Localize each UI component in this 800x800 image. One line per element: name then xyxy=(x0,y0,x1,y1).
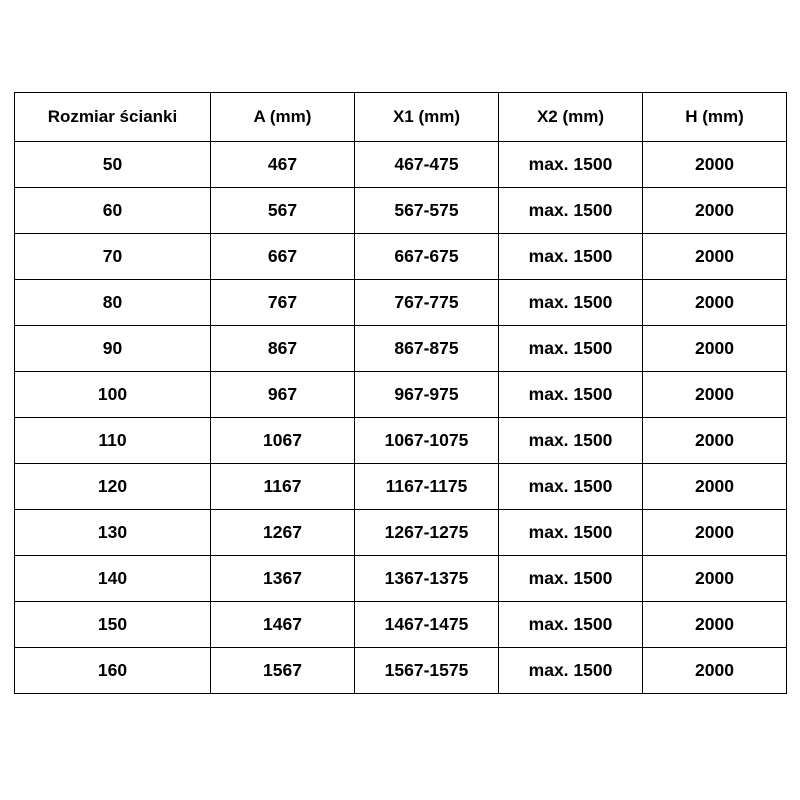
column-header-size: Rozmiar ścianki xyxy=(15,93,211,142)
column-header-x2: X2 (mm) xyxy=(499,93,643,142)
cell-x2: max. 1500 xyxy=(499,188,643,234)
cell-a: 867 xyxy=(211,326,355,372)
specification-table xyxy=(14,92,787,694)
table-row xyxy=(15,234,787,280)
cell-h: 2000 xyxy=(643,464,787,510)
column-header-x1: X1 (mm) xyxy=(355,93,499,142)
cell-x2: max. 1500 xyxy=(499,556,643,602)
cell-a: 667 xyxy=(211,234,355,280)
cell-x1: 1267-1275 xyxy=(355,510,499,556)
column-header-h: H (mm) xyxy=(643,93,787,142)
column-header-a: A (mm) xyxy=(211,93,355,142)
cell-x1: 667-675 xyxy=(355,234,499,280)
cell-size: 60 xyxy=(15,188,211,234)
cell-x2: max. 1500 xyxy=(499,648,643,694)
cell-x2: max. 1500 xyxy=(499,280,643,326)
cell-h: 2000 xyxy=(643,556,787,602)
cell-a: 467 xyxy=(211,142,355,188)
cell-x2: max. 1500 xyxy=(499,602,643,648)
table-row xyxy=(15,602,787,648)
cell-a: 1167 xyxy=(211,464,355,510)
table-row xyxy=(15,510,787,556)
cell-x2: max. 1500 xyxy=(499,418,643,464)
cell-x1: 867-875 xyxy=(355,326,499,372)
table-header xyxy=(15,93,787,142)
cell-size: 120 xyxy=(15,464,211,510)
cell-x2: max. 1500 xyxy=(499,372,643,418)
cell-a: 1067 xyxy=(211,418,355,464)
cell-h: 2000 xyxy=(643,188,787,234)
table-row xyxy=(15,372,787,418)
cell-h: 2000 xyxy=(643,510,787,556)
cell-x1: 767-775 xyxy=(355,280,499,326)
table-row xyxy=(15,648,787,694)
cell-a: 1267 xyxy=(211,510,355,556)
cell-size: 80 xyxy=(15,280,211,326)
cell-size: 100 xyxy=(15,372,211,418)
cell-h: 2000 xyxy=(643,326,787,372)
cell-size: 160 xyxy=(15,648,211,694)
table-body xyxy=(15,142,787,694)
table-row xyxy=(15,280,787,326)
cell-x2: max. 1500 xyxy=(499,510,643,556)
cell-size: 130 xyxy=(15,510,211,556)
cell-size: 150 xyxy=(15,602,211,648)
cell-h: 2000 xyxy=(643,602,787,648)
cell-x1: 1567-1575 xyxy=(355,648,499,694)
cell-size: 90 xyxy=(15,326,211,372)
cell-a: 1367 xyxy=(211,556,355,602)
cell-x1: 467-475 xyxy=(355,142,499,188)
table-row xyxy=(15,142,787,188)
cell-size: 140 xyxy=(15,556,211,602)
cell-h: 2000 xyxy=(643,648,787,694)
cell-a: 567 xyxy=(211,188,355,234)
cell-x1: 1067-1075 xyxy=(355,418,499,464)
cell-size: 110 xyxy=(15,418,211,464)
cell-x1: 1467-1475 xyxy=(355,602,499,648)
specification-table-container xyxy=(14,92,786,694)
cell-a: 1567 xyxy=(211,648,355,694)
cell-a: 967 xyxy=(211,372,355,418)
cell-size: 50 xyxy=(15,142,211,188)
cell-h: 2000 xyxy=(643,372,787,418)
table-row xyxy=(15,326,787,372)
table-row xyxy=(15,418,787,464)
cell-x1: 1367-1375 xyxy=(355,556,499,602)
cell-x2: max. 1500 xyxy=(499,142,643,188)
cell-a: 767 xyxy=(211,280,355,326)
table-row xyxy=(15,464,787,510)
cell-x2: max. 1500 xyxy=(499,464,643,510)
cell-a: 1467 xyxy=(211,602,355,648)
table-row xyxy=(15,188,787,234)
cell-x2: max. 1500 xyxy=(499,234,643,280)
cell-x1: 1167-1175 xyxy=(355,464,499,510)
cell-x1: 967-975 xyxy=(355,372,499,418)
cell-h: 2000 xyxy=(643,234,787,280)
table-header-row xyxy=(15,93,787,142)
cell-h: 2000 xyxy=(643,280,787,326)
table-row xyxy=(15,556,787,602)
cell-h: 2000 xyxy=(643,418,787,464)
cell-x1: 567-575 xyxy=(355,188,499,234)
cell-h: 2000 xyxy=(643,142,787,188)
cell-x2: max. 1500 xyxy=(499,326,643,372)
cell-size: 70 xyxy=(15,234,211,280)
